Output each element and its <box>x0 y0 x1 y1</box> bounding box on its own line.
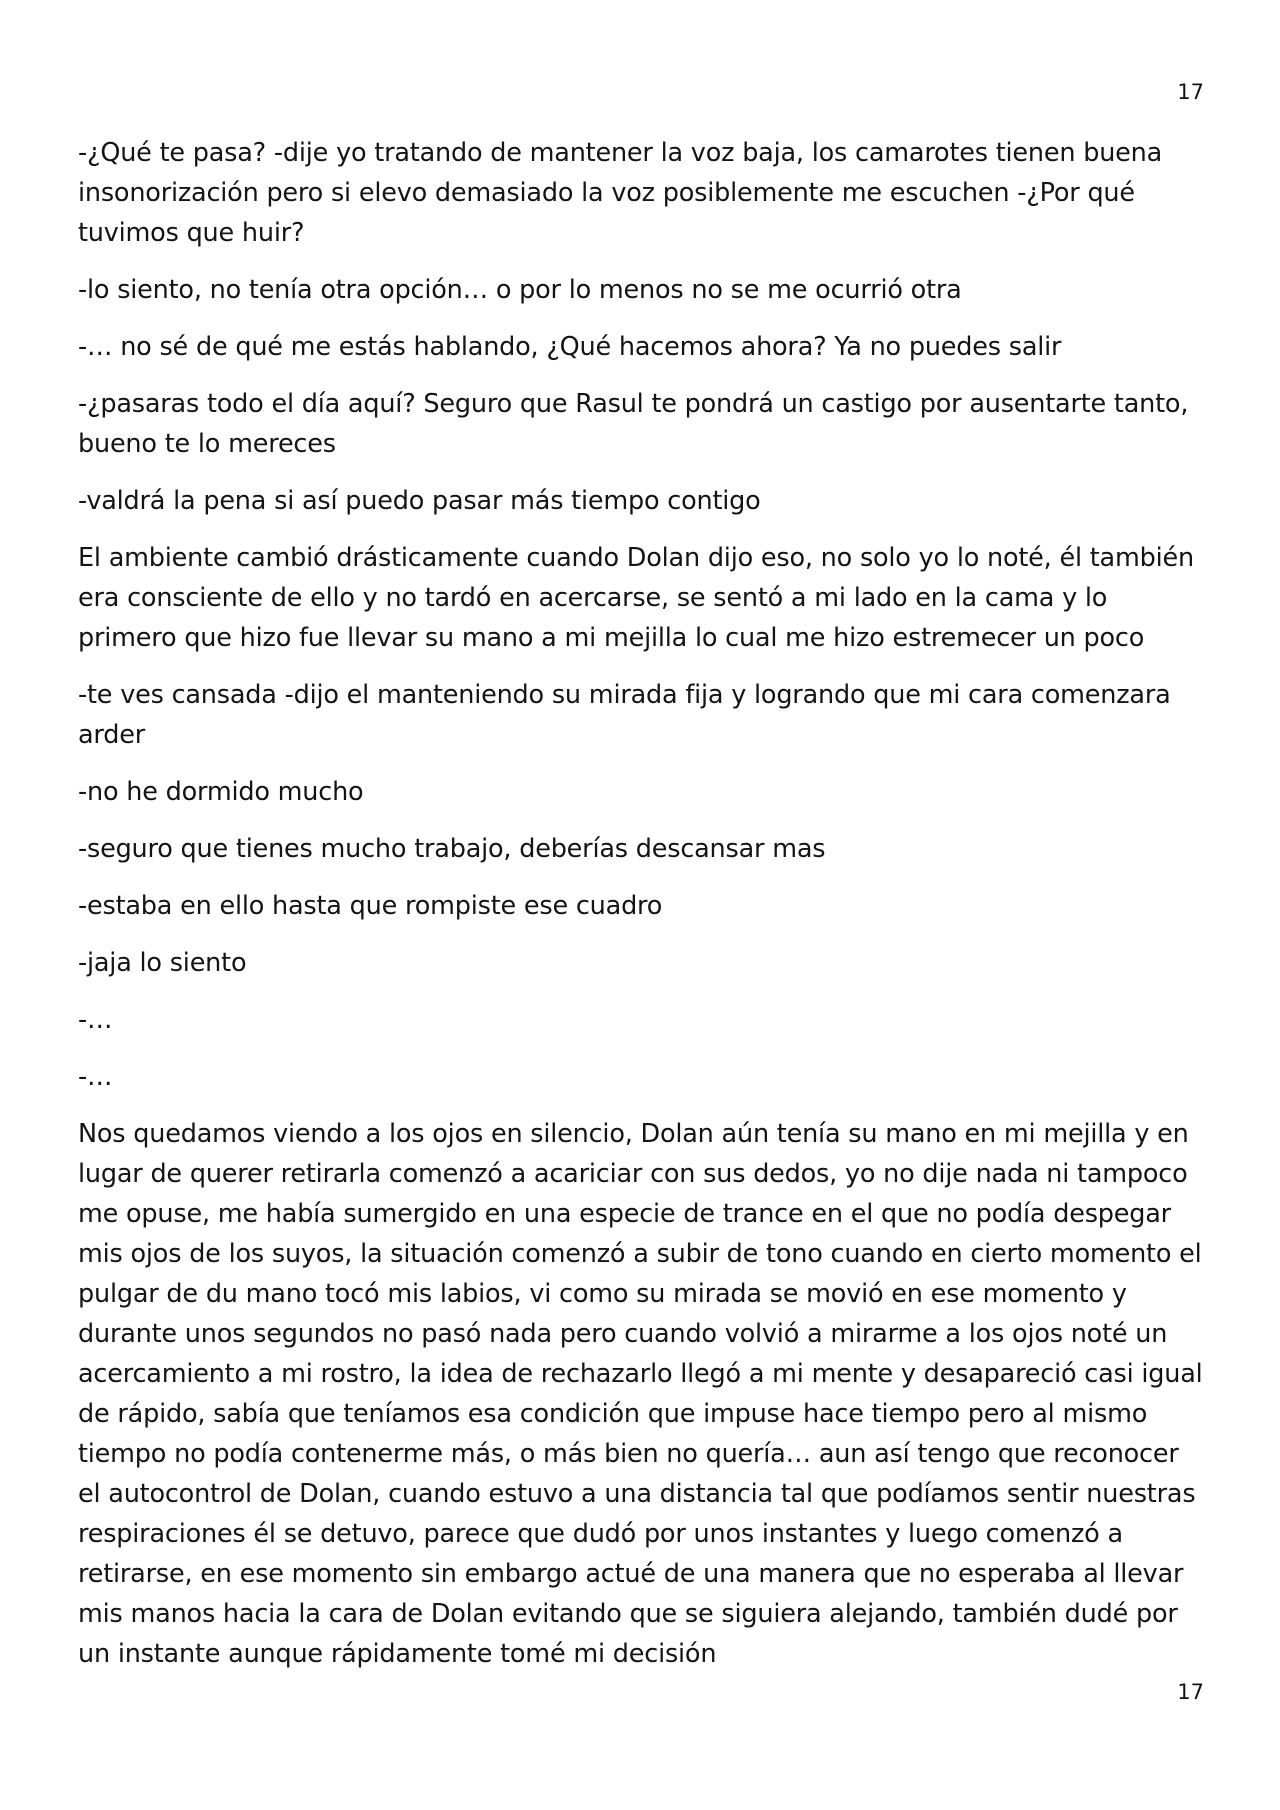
page-number-footer: 17 <box>1177 1680 1204 1704</box>
page-number-header: 17 <box>1177 80 1204 104</box>
paragraph: -lo siento, no tenía otra opción… o por lo menos no se me ocurrió otra <box>78 275 962 305</box>
paragraph: -seguro que tienes mucho trabajo, deberías descansar mas <box>78 834 826 864</box>
paragraph: -… no sé de qué me estás hablando, ¿Qué hacemos ahora? Ya no puedes salir <box>78 332 1062 362</box>
document-body <box>78 133 1208 1691</box>
paragraph: -¿pasaras todo el día aquí? Seguro que Rasul te pondrá un castigo por ausentarte tanto, bueno te lo mereces <box>78 389 1189 459</box>
paragraph: -no he dormido mucho <box>78 777 364 807</box>
paragraph: -jaja lo siento <box>78 948 247 978</box>
paragraph: Nos quedamos viendo a los ojos en silencio, Dolan aún tenía su mano en mi mejilla y en lugar de querer retirarla comenzó a acariciar con sus dedos, yo no dije nada ni tampoco me opuse, me había sumergido en una especie de trance en el que no podía despegar mis ojos de los suyos, la situación comenzó a subir de tono cuando en cierto momento el pulgar de du mano tocó mis labios, vi como su mirada se movió en ese momento y durante unos segundos no pasó nada pero cuando volvió a mirarme a los ojos noté un acercamiento a mi rostro, la idea de rechazarlo llegó a mi mente y desapareció casi igual de rápido, sabía que teníamos esa condición que impuse hace tiempo pero al mismo tiempo no podía contenerme más, o más bien no quería… aun así tengo que reconocer el autocontrol de Dolan, cuando estuvo a una distancia tal que podíamos sentir nuestras respiraciones él se detuvo, parece que dudó por unos instantes y luego comenzó a retirarse, en ese momento sin embargo actué de una manera que no esperaba al llevar mis manos hacia la cara de Dolan evitando que se siguiera alejando, también dudé por un instante aunque rápidamente tomé mi decisión <box>78 1119 1203 1669</box>
paragraph: -estaba en ello hasta que rompiste ese cuadro <box>78 891 663 921</box>
paragraph: -valdrá la pena si así puedo pasar más tiempo contigo <box>78 486 761 516</box>
paragraph: -¿Qué te pasa? -dije yo tratando de mantener la voz baja, los camarotes tienen buena insonorización pero si elevo demasiado la voz posiblemente me escuchen -¿Por qué tuvimos que huir? <box>78 138 1163 248</box>
paragraph: El ambiente cambió drásticamente cuando Dolan dijo eso, no solo yo lo noté, él también era consciente de ello y no tardó en acercarse, se sentó a mi lado en la cama y lo primero que hizo fue llevar su mano a mi mejilla lo cual me hizo estremecer un poco <box>78 543 1194 653</box>
paragraph: -te ves cansada -dijo el manteniendo su mirada fija y logrando que mi cara comenzara arder <box>78 680 1171 750</box>
paragraph: -… <box>78 1062 113 1092</box>
paragraph: -… <box>78 1005 113 1035</box>
